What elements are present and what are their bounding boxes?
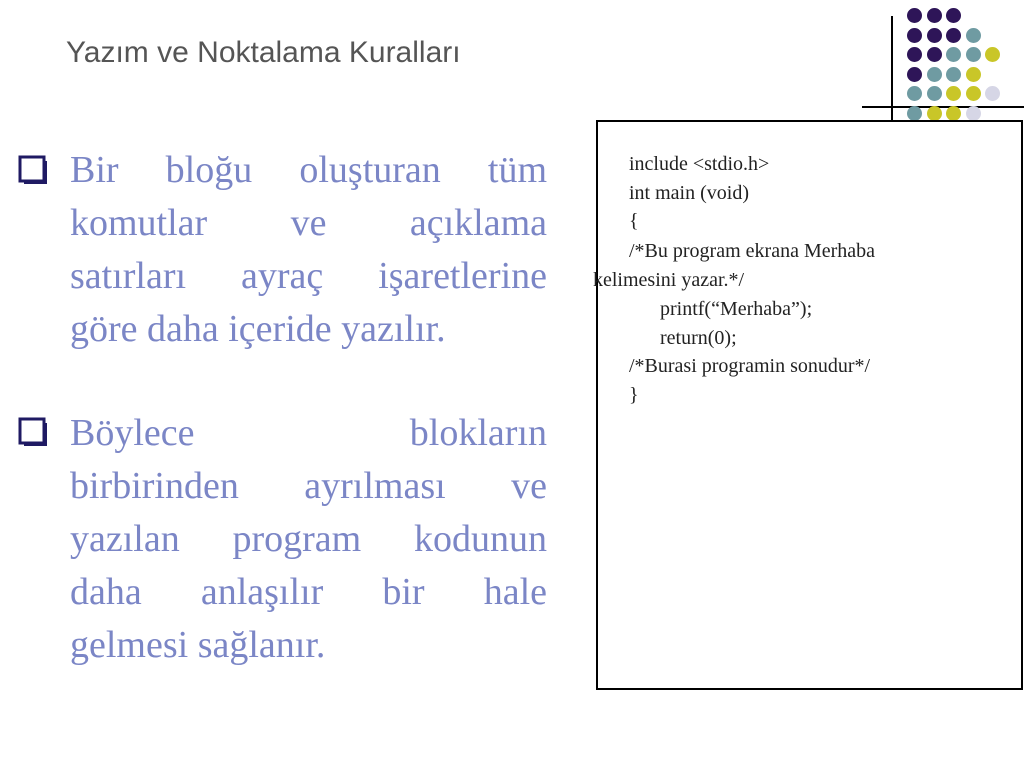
code-line-7: return(0); [660,327,737,349]
decorative-dot [946,47,961,62]
decorative-dot [907,106,922,121]
decorative-dot [946,28,961,43]
code-line-1: include <stdio.h> [629,153,770,175]
decorative-dot [966,106,981,121]
bullet-1-line-3: satırları ayraç işaretlerine [70,255,547,297]
decorative-dot [907,8,922,23]
code-line-2: int main (void) [629,182,749,204]
bullet-1-line-2: komutlar ve açıklama [70,202,547,244]
code-line-8: /*Burasi programin sonudur*/ [629,355,871,377]
bullet-2-line-1: Böylece blokların [70,412,547,454]
code-line-5: kelimesini yazar.*/ [593,269,745,291]
decorative-dot [927,106,942,121]
decorative-dot [946,106,961,121]
decorative-dot [927,8,942,23]
decorative-dot [966,47,981,62]
decorative-dot [907,47,922,62]
bullet-paragraph-2 [70,407,547,672]
code-line-4: /*Bu program ekrana Merhaba [629,240,876,262]
bullet-paragraph-1 [70,144,547,356]
bullet-1-line-1: Bir bloğu oluşturan tüm [70,149,547,191]
bullet-2-line-2: birbirinden ayrılması ve [70,465,547,507]
hollow-square-bullet-icon [18,417,48,447]
decorative-dot [946,67,961,82]
bullet-2-line-3: yazılan program kodunun [70,518,547,560]
decorative-dot [985,86,1000,101]
decorative-dot [907,86,922,101]
decorative-dot [927,67,942,82]
bullet-2-line-4: daha anlaşılır bir hale [70,571,547,613]
bullet-1-line-4: göre daha içeride yazılır. [70,308,446,350]
bullet-2-line-5: gelmesi sağlanır. [70,624,326,666]
decorative-dot [985,47,1000,62]
code-example-box [596,120,1023,690]
decorative-dot [946,86,961,101]
decorative-dot [966,28,981,43]
decorative-dot [966,67,981,82]
decorative-dot [946,8,961,23]
decorative-dot [927,47,942,62]
decorative-dot [927,28,942,43]
decorative-dot [907,67,922,82]
code-line-6: printf(“Merhaba”); [660,298,813,320]
slide-title: Yazım ve Noktalama Kuralları [66,36,461,69]
decorative-dot [907,28,922,43]
decorative-dot [966,86,981,101]
hollow-square-bullet-icon [18,155,48,185]
code-line-3: { [629,210,639,232]
decorative-dot [927,86,942,101]
code-line-9: } [629,384,639,406]
